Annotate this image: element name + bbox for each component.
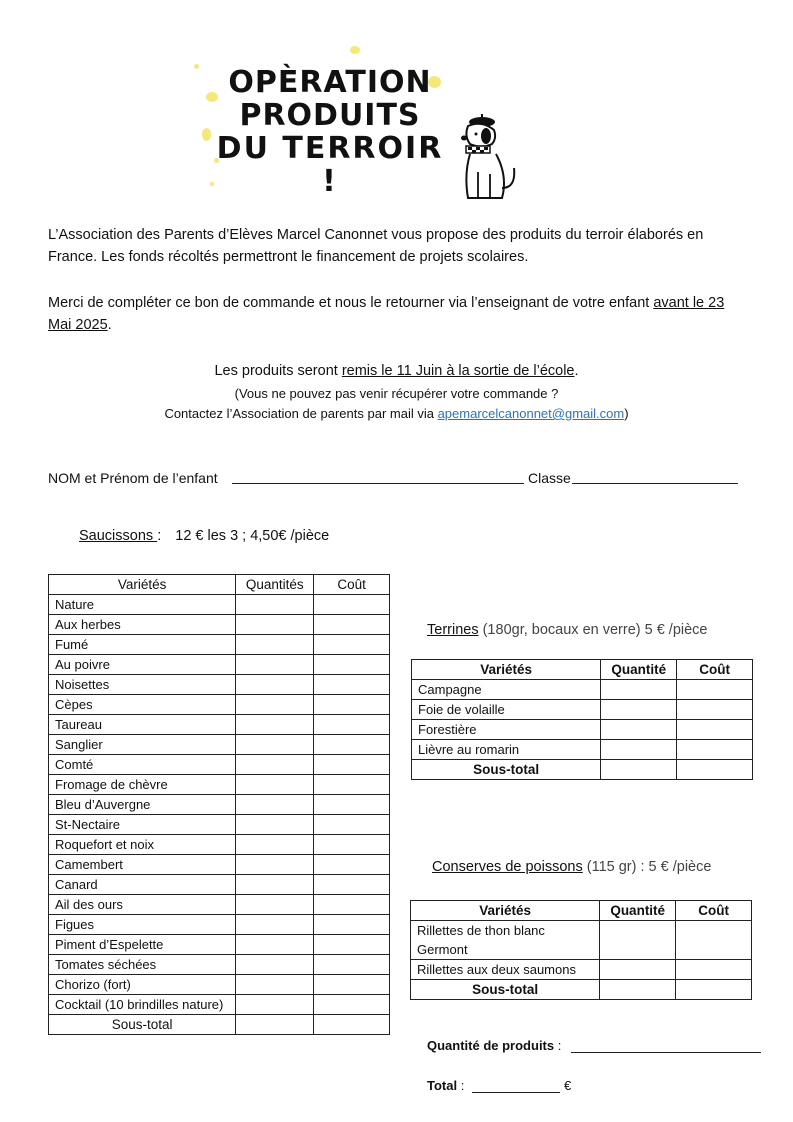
table-row — [49, 715, 390, 735]
total-field[interactable] — [472, 1092, 560, 1093]
dog-beret-icon — [448, 112, 528, 208]
table-row — [49, 995, 390, 1015]
quantity-cell[interactable] — [236, 935, 314, 955]
cost-cell[interactable] — [314, 935, 390, 955]
terrines-table — [411, 659, 753, 780]
contact-line — [0, 404, 793, 424]
table-row — [49, 835, 390, 855]
conserves-price: (115 gr) : 5 € /pièce — [582, 859, 712, 875]
cost-cell[interactable] — [314, 595, 390, 615]
col-cout: Coût — [314, 575, 390, 595]
quantity-cell[interactable] — [236, 975, 314, 995]
table-row — [49, 815, 390, 835]
quantity-cell[interactable] — [236, 735, 314, 755]
quantity-cell[interactable] — [600, 921, 676, 960]
saucisson-variety-label: Aux herbes — [49, 615, 236, 635]
cost-cell[interactable] — [314, 815, 390, 835]
cost-cell[interactable] — [314, 695, 390, 715]
table-row — [412, 740, 753, 760]
cost-cell[interactable] — [314, 975, 390, 995]
table-header-row — [411, 901, 752, 921]
pickup-question: (Vous ne pouvez pas venir récupérer votre commande ? — [234, 386, 559, 401]
table-row — [49, 695, 390, 715]
saucisson-variety-label: Tomates séchées — [49, 955, 236, 975]
conserves-title — [432, 859, 711, 875]
table-row — [49, 755, 390, 775]
subtotal-row — [49, 1015, 390, 1035]
saucisson-variety-label: Cocktail (10 brindilles nature) — [49, 995, 236, 1015]
subtotal-label: Sous-total — [411, 980, 600, 1000]
table-row — [49, 795, 390, 815]
name-label: NOM et Prénom de l’enfant — [48, 470, 218, 486]
operation-logo — [190, 42, 530, 212]
quantity-cell[interactable] — [236, 755, 314, 775]
saucissons-title — [79, 528, 329, 544]
terrine-variety-label: Foie de volaille — [412, 700, 601, 720]
cost-cell[interactable] — [314, 835, 390, 855]
quantity-cell[interactable] — [601, 720, 677, 740]
saucisson-variety-label: Ail des ours — [49, 895, 236, 915]
saucisson-variety-label: Piment d’Espelette — [49, 935, 236, 955]
subtotal-row — [411, 980, 752, 1000]
saucisson-variety-label: Taureau — [49, 715, 236, 735]
col-varietes: Variétés — [411, 901, 600, 921]
quantity-cell[interactable] — [236, 715, 314, 735]
saucisson-variety-label: Cèpes — [49, 695, 236, 715]
table-row — [411, 960, 752, 980]
table-header-row — [412, 660, 753, 680]
cost-cell[interactable] — [677, 680, 753, 700]
cost-cell[interactable] — [314, 615, 390, 635]
student-name-row — [48, 468, 748, 488]
contact-end: ) — [624, 406, 629, 421]
terrines-price: (180gr, bocaux en verre) 5 € /pièce — [478, 622, 708, 638]
quantity-cell[interactable] — [236, 835, 314, 855]
saucisson-variety-label: Au poivre — [49, 655, 236, 675]
terrines-title — [427, 622, 708, 638]
table-header-row — [49, 575, 390, 595]
conserves-rows — [411, 921, 752, 980]
subtotal-qty-cell[interactable] — [600, 980, 676, 1000]
deadline-end: . — [107, 317, 112, 333]
email-link[interactable]: apemarcelcanonnet@gmail.com — [437, 406, 625, 421]
delivery-date: remis le 11 Juin à la sortie de l’école — [341, 363, 575, 379]
name-field[interactable] — [232, 483, 524, 484]
deadline-text: Merci de compléter ce bon de commande et nous le retourner via l’enseignant de votre enfant — [48, 295, 654, 311]
quantity-cell[interactable] — [236, 915, 314, 935]
saucisson-variety-label: Roquefort et noix — [49, 835, 236, 855]
table-row — [49, 615, 390, 635]
quantity-cell[interactable] — [236, 855, 314, 875]
terrine-variety-label: Campagne — [412, 680, 601, 700]
saucisson-variety-label: Sanglier — [49, 735, 236, 755]
terrine-variety-label: Lièvre au romarin — [412, 740, 601, 760]
saucissons-price: 12 € les 3 ; 4,50€ /pièce — [175, 528, 330, 544]
quantity-cell[interactable] — [236, 675, 314, 695]
table-row — [411, 921, 752, 960]
saucisson-variety-label: Figues — [49, 915, 236, 935]
cost-cell[interactable] — [314, 855, 390, 875]
table-row — [412, 720, 753, 740]
table-row — [49, 895, 390, 915]
quantity-cell[interactable] — [236, 635, 314, 655]
table-row — [412, 700, 753, 720]
cost-cell[interactable] — [314, 735, 390, 755]
class-field[interactable] — [572, 483, 738, 484]
quantity-cell[interactable] — [236, 955, 314, 975]
col-cout: Coût — [677, 660, 753, 680]
saucisson-variety-label: Chorizo (fort) — [49, 975, 236, 995]
quantity-cell[interactable] — [236, 795, 314, 815]
table-row — [49, 595, 390, 615]
delivery-line — [0, 360, 793, 382]
total-row — [427, 1076, 627, 1096]
subtotal-qty-cell[interactable] — [236, 1015, 314, 1035]
conserves-heading: Conserves de poissons — [432, 859, 583, 875]
quantity-cell[interactable] — [601, 680, 677, 700]
saucisson-variety-label: Fromage de chèvre — [49, 775, 236, 795]
cost-cell[interactable] — [314, 895, 390, 915]
cost-cell[interactable] — [314, 995, 390, 1015]
quantity-cell[interactable] — [236, 615, 314, 635]
saucissons-heading: Saucissons — [79, 528, 158, 544]
delivery-end: . — [574, 363, 579, 379]
quantity-cell[interactable] — [236, 815, 314, 835]
cost-cell[interactable] — [314, 775, 390, 795]
col-cout: Coût — [676, 901, 752, 921]
saucisson-variety-label: Bleu d’Auvergne — [49, 795, 236, 815]
table-row — [49, 855, 390, 875]
saucissons-rows — [49, 595, 390, 1015]
table-row — [49, 935, 390, 955]
cost-cell[interactable] — [677, 740, 753, 760]
subtotal-cost-cell[interactable] — [677, 760, 753, 780]
class-label: Classe — [528, 470, 571, 486]
table-row — [49, 735, 390, 755]
table-row — [49, 775, 390, 795]
subtotal-qty-cell[interactable] — [601, 760, 677, 780]
total-label: Total — [427, 1078, 458, 1093]
cost-cell[interactable] — [314, 715, 390, 735]
terrines-heading: Terrines — [427, 622, 479, 638]
subtotal-label: Sous-total — [49, 1015, 236, 1035]
col-varietes: Variétés — [412, 660, 601, 680]
table-row — [49, 875, 390, 895]
col-quantite: Quantité — [600, 901, 676, 921]
quantity-cell[interactable] — [236, 595, 314, 615]
subtotal-row — [412, 760, 753, 780]
saucisson-variety-label: Fumé — [49, 635, 236, 655]
deadline-paragraph — [48, 292, 748, 336]
cost-cell[interactable] — [677, 700, 753, 720]
intro-paragraph: L’Association des Parents d’Elèves Marcel Canonnet vous propose des produits du terroir élaborés en France. Les fonds récoltés permettront le financement de projets scolaires. — [48, 227, 704, 265]
logo-line-1: OPÈRATION — [228, 65, 432, 100]
cost-cell[interactable] — [314, 655, 390, 675]
subtotal-label: Sous-total — [412, 760, 601, 780]
terrines-rows — [412, 680, 753, 760]
conserve-variety-label: Rillettes de thon blanc Germont — [411, 921, 600, 960]
conserve-variety-label: Rillettes aux deux saumons — [411, 960, 600, 980]
delivery-text: Les produits seront — [214, 363, 342, 379]
saucisson-variety-label: Nature — [49, 595, 236, 615]
conserves-table — [410, 900, 752, 1000]
cost-cell[interactable] — [314, 875, 390, 895]
subtotal-cost-cell[interactable] — [314, 1015, 390, 1035]
quantity-cell[interactable] — [236, 895, 314, 915]
saucissons-colon: : — [157, 528, 162, 544]
saucisson-variety-label: Noisettes — [49, 675, 236, 695]
saucisson-variety-label: Canard — [49, 875, 236, 895]
quantity-cell[interactable] — [600, 960, 676, 980]
quantity-cell[interactable] — [236, 695, 314, 715]
cost-cell[interactable] — [314, 955, 390, 975]
quantity-total-row — [427, 1036, 561, 1056]
saucissons-table — [48, 574, 390, 1035]
quantity-cell[interactable] — [236, 775, 314, 795]
terrine-variety-label: Forestière — [412, 720, 601, 740]
table-row — [412, 680, 753, 700]
quantity-sep: : — [554, 1038, 562, 1053]
logo-line-2: PRODUITS — [239, 98, 421, 133]
quantity-cell[interactable] — [236, 655, 314, 675]
logo-line-3: DU TERROIR ! — [216, 131, 444, 199]
quantity-field[interactable] — [571, 1052, 761, 1053]
table-row — [49, 955, 390, 975]
cost-cell[interactable] — [314, 755, 390, 775]
col-quantites: Quantités — [236, 575, 314, 595]
cost-cell[interactable] — [314, 795, 390, 815]
cost-cell[interactable] — [314, 635, 390, 655]
table-row — [49, 975, 390, 995]
quantity-label: Quantité de produits — [427, 1038, 555, 1053]
col-quantite: Quantité — [601, 660, 677, 680]
cost-cell[interactable] — [677, 720, 753, 740]
total-sep: : — [457, 1078, 465, 1093]
subtotal-cost-cell[interactable] — [676, 980, 752, 1000]
saucisson-variety-label: St-Nectaire — [49, 815, 236, 835]
cost-cell[interactable] — [676, 921, 752, 960]
quantity-cell[interactable] — [601, 700, 677, 720]
table-row — [49, 915, 390, 935]
quantity-cell[interactable] — [601, 740, 677, 760]
saucisson-variety-label: Comté — [49, 755, 236, 775]
saucisson-variety-label: Camembert — [49, 855, 236, 875]
col-varietes: Variétés — [49, 575, 236, 595]
table-row — [49, 675, 390, 695]
currency-symbol: € — [564, 1078, 572, 1093]
table-row — [49, 655, 390, 675]
table-row — [49, 635, 390, 655]
quantity-cell[interactable] — [236, 875, 314, 895]
quantity-cell[interactable] — [236, 995, 314, 1015]
cost-cell[interactable] — [314, 915, 390, 935]
cost-cell[interactable] — [676, 960, 752, 980]
contact-text: Contactez l’Association de parents par mail via — [164, 406, 438, 421]
cost-cell[interactable] — [314, 675, 390, 695]
deadline-date: avant le 23 Mai 2025 — [48, 295, 725, 333]
